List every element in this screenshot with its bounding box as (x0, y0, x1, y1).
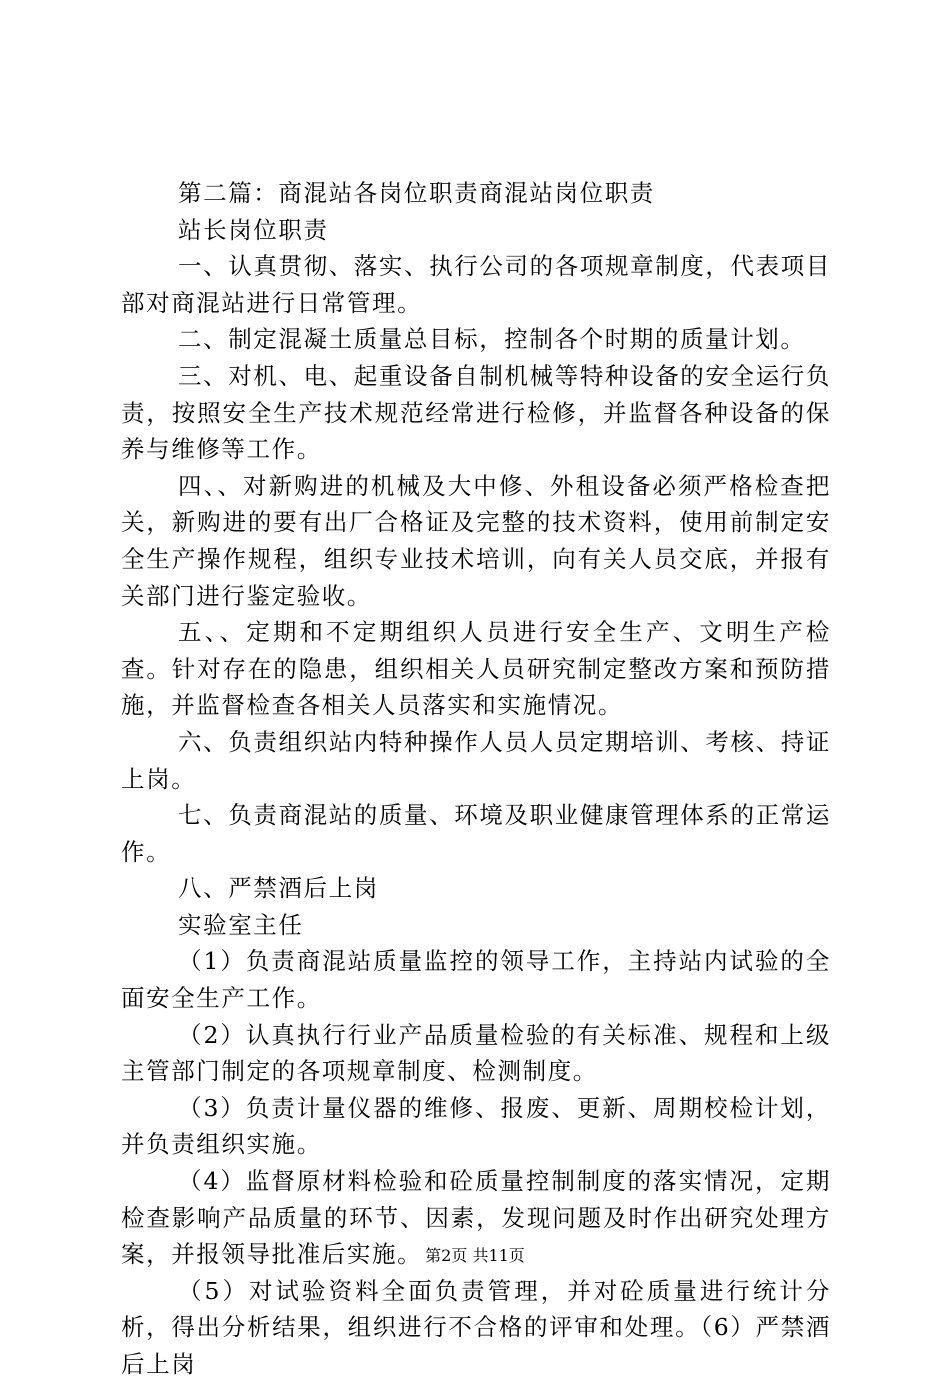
paragraph: （2）认真执行行业产品质量检验的有关标准、规程和上级主管部门制定的各项规章制度、检测制度。 (121, 1020, 831, 1086)
paragraph: 七、负责商混站的质量、环境及职业健康管理体系的正常运作。 (121, 801, 831, 866)
paragraph: 二、制定混凝土质量总目标，控制各个时期的质量计划。 (178, 325, 806, 354)
paragraph-section-heading: 实验室主任 (178, 910, 304, 939)
paragraph: （5）对试验资料全面负责管理，并对砼质量进行统计分析，得出分析结果，组织进行不合格的评审和处理。（6）严禁酒后上岗 (121, 1276, 831, 1378)
paragraph: （3）负责计量仪器的维修、报废、更新、周期校检计划，并负责组织实施。 (121, 1093, 831, 1159)
paragraph: （4）监督原材料检验和砼质量控制制度的落实情况，定期检查影响产品质量的环节、因素，发现问题及时作出研究处理方案，并报领导批准后实施。 (121, 1167, 831, 1269)
paragraph: （1）负责商混站质量监控的领导工作，主持站内试验的全面安全生产工作。 (121, 947, 831, 1013)
paragraph: 八、严禁酒后上岗 (178, 874, 379, 903)
paragraph: 四、、对新购进的机械及大中修、外租设备必须严格检查把关，新购进的要有出厂合格证及完整的技术资料，使用前制定安全生产操作规程，组织专业技术培训，向有关人员交底，并报有关部门进行鉴定验收。 (121, 471, 831, 610)
page-number-footer: 第2页 共11页 (425, 1246, 525, 1265)
paragraph: 五、、定期和不定期组织人员进行安全生产、文明生产检查。针对存在的隐患，组织相关人员研究制定整改方案和预防措施，并监督检查各相关人员落实和实施情况。 (121, 618, 831, 720)
paragraph-section-heading: 站长岗位职责 (178, 215, 329, 244)
paragraph-chapter-title: 第二篇：商混站各岗位职责商混站岗位职责 (178, 179, 655, 207)
document-body (121, 175, 831, 1383)
paragraph: 一、认真贯彻、落实、执行公司的各项规章制度，代表项目部对商混站进行日常管理。 (121, 252, 831, 317)
paragraph: 三、对机、电、起重设备自制机械等特种设备的安全运行负责，按照安全生产技术规范经常进行检修，并监督各种设备的保养与维修等工作。 (121, 361, 831, 464)
paragraph: 六、负责组织站内特种操作人员人员定期培训、考核、持证上岗。 (121, 727, 831, 793)
